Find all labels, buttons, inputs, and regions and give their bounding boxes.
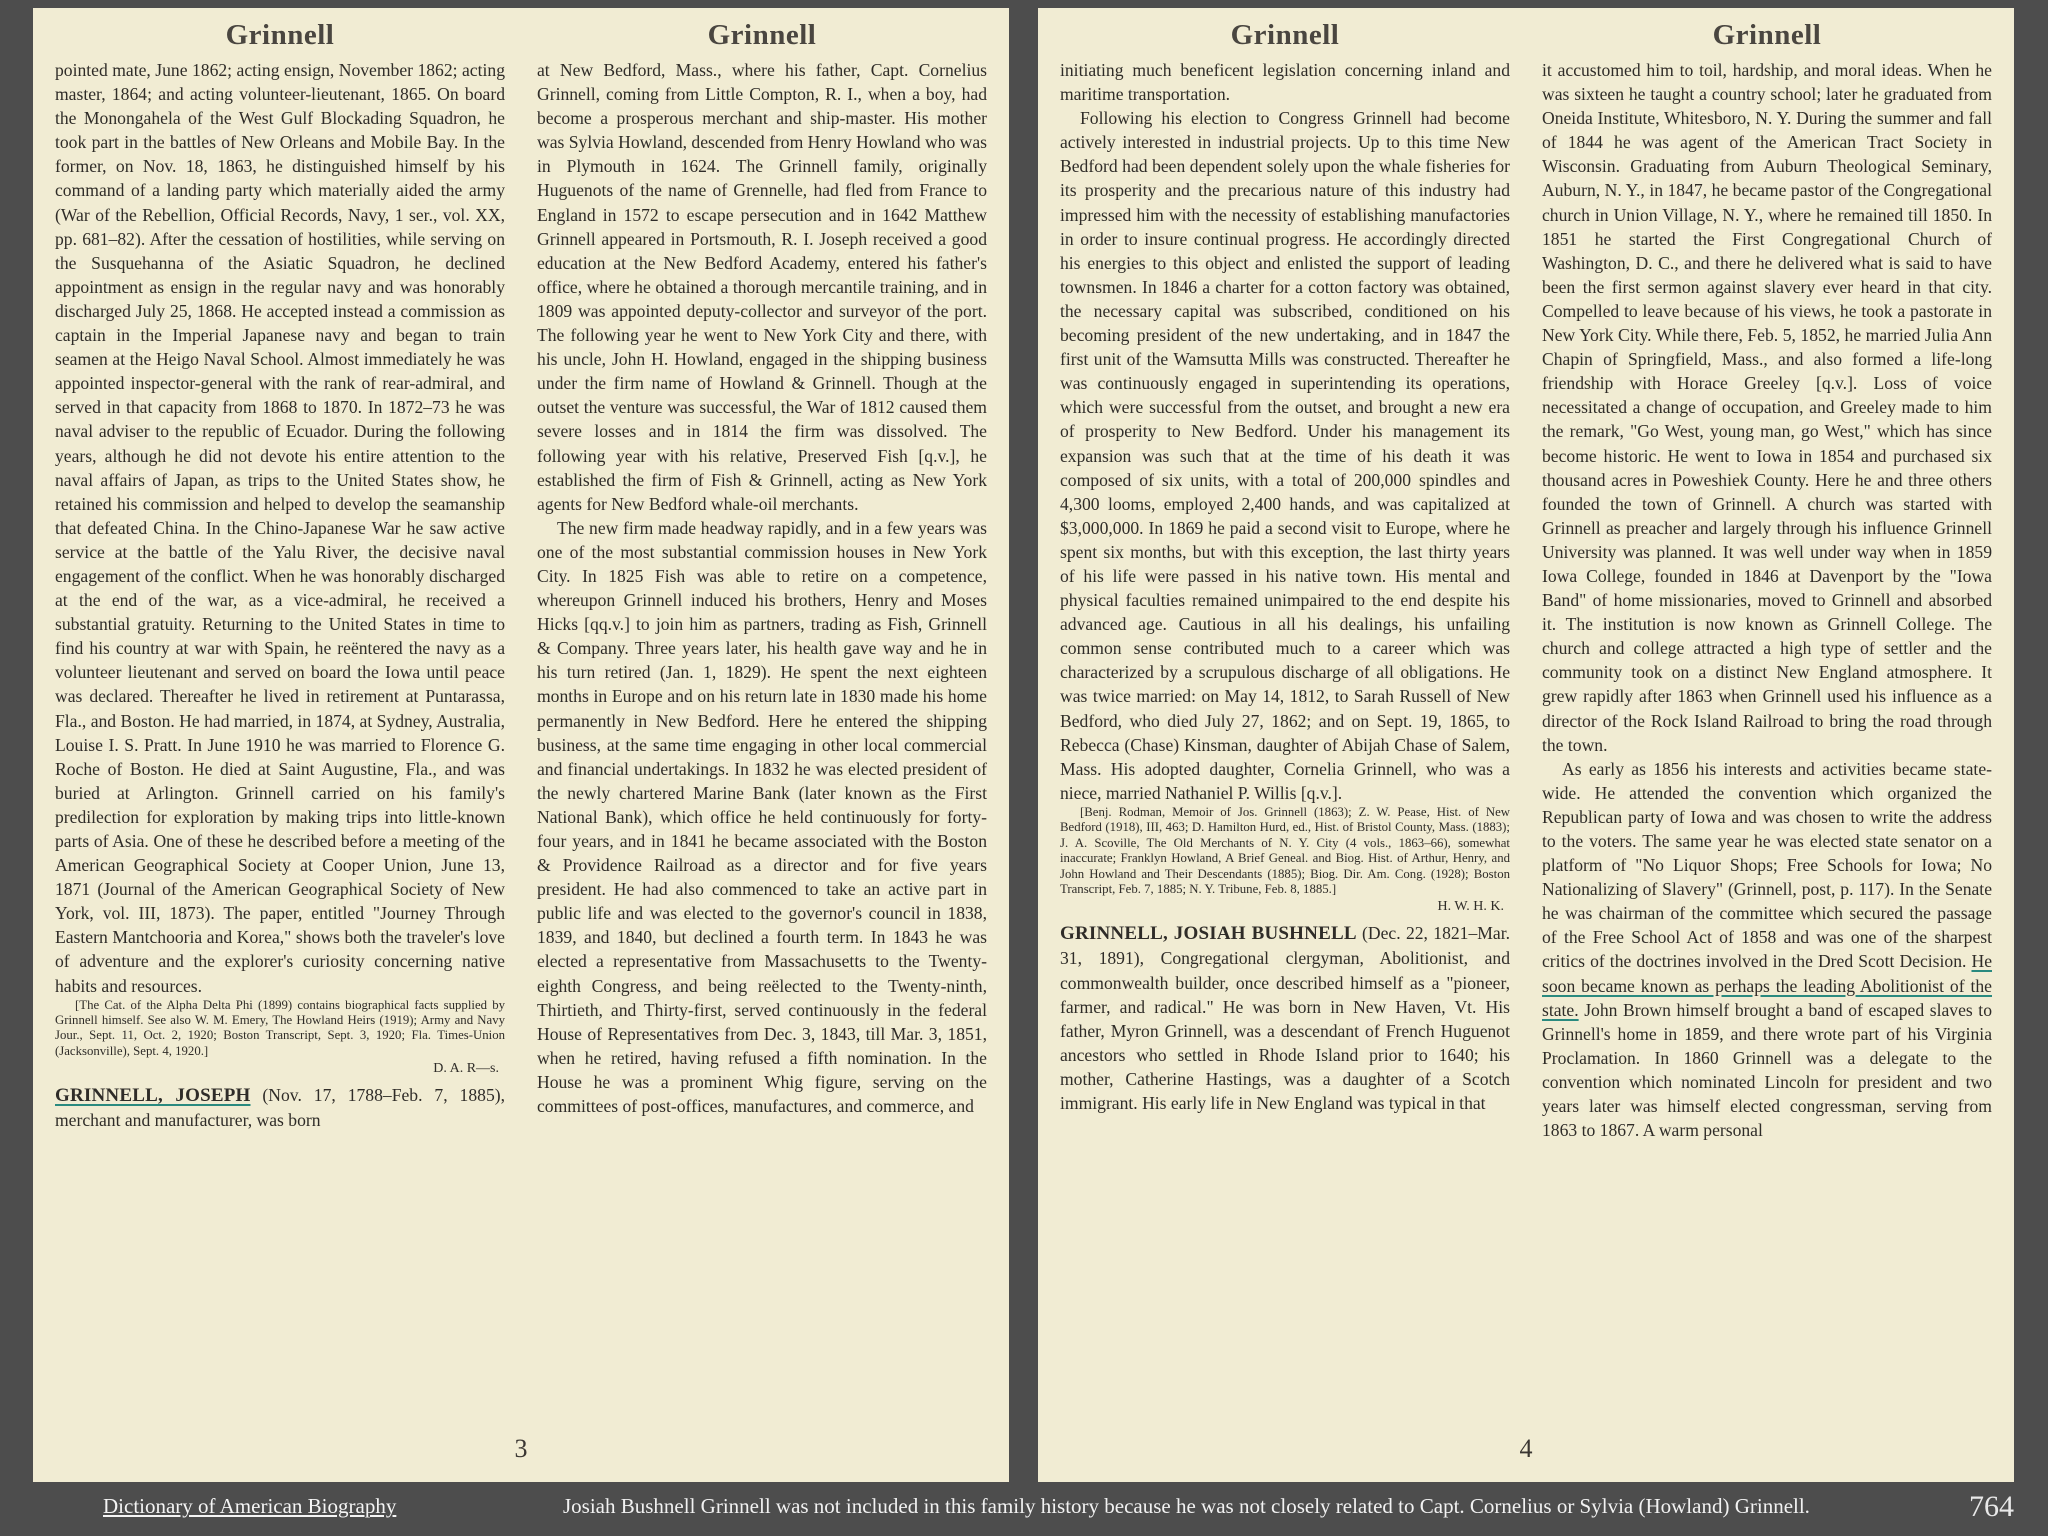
caption-note: Josiah Bushnell Grinnell was not included in this family history because he was not closely related to Capt. Cornelius or Sylvia (Howland) Grinnell. (563, 1494, 1810, 1518)
entry-name-josiah: GRINNELL, JOSIAH BUSHNELL (1060, 923, 1357, 945)
article-text: Following his election to Congress Grinnell had become actively interested in industrial projects. Up to this time New Bedford had been dependent solely upon the whale fisheries for its prosperity and the precarious nature of this industry had impressed him with the necessity of establishing manufactories in order to insure continual progress. He accordingly directed his energies to this object and enlisted the support of leading townsmen. In 1846 a charter for a cotton factory was obtained, the necessary capital was subscribed, conditioned on his becoming president of the new undertaking, and in 1847 the first unit of the Wamsutta Mills was constructed. Thereafter he was continuously engaged in superintending its operations, which were successful from the outset, and brought a new era of prosperity to New Bedford. Under his management its expansion was such that at the time of his death it was composed of six units, with a total of 200,000 spindles and 4,300 looms, employed 2,400 hands, and was capitalized at $3,000,000. In 1869 he paid a second visit to Europe, where he spent six months, but with this exception, the last thirty years of his life were passed in his native town. His mental and physical faculties remained unimpaired to the end despite his advanced age. Cautious in all his dealings, his unfailing common sense contributed much to a career which was characterized by a scrupulous discharge of all obligations. He was twice married: on May 14, 1812, to Sarah Russell of New Bedford, who died July 27, 1862; and on Sept. 19, 1865, to Rebecca (Chase) Kinsman, daughter of Abijah Chase of Salem, Mass. His adopted daughter, Cornelia Grinnell, who was a niece, married Nathaniel P. Willis [q.v.]. (1060, 108, 1510, 803)
entry-dates: (Nov. 17, 1788–Feb. 7, 1885), merchant and manufacturer, was born (55, 1085, 505, 1131)
left-page-column-a (55, 8, 505, 1132)
entry-dates: (Dec. 22, 1821–Mar. 31, 1891), Congregational clergyman, Abolitionist, and commonwealth builder, once described himself as a "pioneer, farmer, and radical." He was born in New Haven, Vt. His father, Myron Grinnell, was a descendant of French Huguenot ancestors who settled in Rhode Island prior to 1640; his mother, Catherine Hastings, was a daughter of a Scotch immigrant. His early life in New England was typical in that (1060, 923, 1510, 1113)
right-page-column-a (1060, 8, 1510, 1115)
article-text-segment: John Brown himself brought a band of escaped slaves to Grinnell's home in 1859, and there wrote part of his Virginia Proclamation. In 1860 Grinnell was a delegate to the convention which nominated Lincoln for president and two years later was himself elected congressman, serving from 1863 to 1867. A warm personal (1542, 999, 1992, 1141)
bibliography: [Benj. Rodman, Memoir of Jos. Grinnell (1863); Z. W. Pease, Hist. of New Bedford (1918), III, 463; D. Hamilton Hurd, ed., Hist. of Bristol County, Mass. (1883); J. A. Scoville, The Old Merchants of N. Y. City (4 vols., 1863–66), somewhat inaccurate; Franklyn Howland, A Brief Geneal. and Biog. Hist. of Arthur, Henry, and John Howland and Their Descendants (1885); Biog. Dir. Am. Cong. (1928); Boston Transcript, Feb. 7, 1885; N. Y. Tribune, Feb. 8, 1885.] (1060, 804, 1510, 896)
page-number: 4 (1519, 1434, 1533, 1463)
left-page-scan (33, 8, 1009, 1482)
article-text: initiating much beneficent legislation concerning inland and maritime transportation. (1060, 60, 1510, 105)
article-text: at New Bedford, Mass., where his father, Capt. Cornelius Grinnell, coming from Little Compton, R. I., when a boy, had become a prosperous merchant and ship-master. His mother was Sylvia Howland, descended from Henry Howland who was in Plymouth in 1624. The Grinnell family, originally Huguenots of the name of Grennelle, had fled from France to England in 1572 to escape persecution and in 1642 Matthew Grinnell appeared in Portsmouth, R. I. Joseph received a good education at the New Bedford Academy, entered his father's office, where he obtained a thorough mercantile training, and in 1809 was appointed deputy-collector and surveyor of the port. The following year he went to New York City and there, with his uncle, John H. Howland, engaged in the shipping business under the firm name of Howland & Grinnell. Though at the outset the venture was successful, the War of 1812 caused them severe losses and in 1814 the firm was dissolved. The following year with his relative, Preserved Fish [q.v.], he established the firm of Fish & Grinnell, acting as New York agents for New Bedford whale-oil merchants. (537, 60, 988, 514)
author-initials: D. A. R—s. (433, 1061, 499, 1077)
page-number: 3 (514, 1434, 528, 1463)
running-head: Grinnell (707, 19, 817, 51)
article-text: The new firm made headway rapidly, and in a few years was one of the most substantial commission houses in New York City. In 1825 Fish was able to retire on a competence, whereupon Grinnell induced his brothers, Henry and Moses Hicks [qq.v.] to join him as partners, trading as Fish, Grinnell & Company. Three years later, his health gave way and he in his turn retired (Jan. 1, 1829). He spent the next eighteen months in Europe and on his return late in 1830 made his home permanently in New Bedford. Here he entered the shipping business, at the same time engaging in other local commercial and financial undertakings. In 1832 he was elected president of the newly chartered Marine Bank (later known as the First National Bank), which office he held continuously for forty-four years, and in 1841 he became associated with the Boston & Providence Railroad as a director and for five years president. He had also commenced to take an active part in public life and was elected to the governor's council in 1838, 1839, and 1840, but declined a fourth term. In 1843 he was elected a representative from Massachusetts to the Twenty-eighth Congress, and being reëlected to the Twenty-ninth, Thirtieth, and Thirty-first, served continuously in the federal House of Representatives from Dec. 3, 1843, till Mar. 3, 1851, when he retired, having refused a fifth nomination. In the House he was a prominent Whig figure, serving on the committees of post-offices, manufactures, and commerce, and (537, 517, 987, 1117)
left-page-column-b (537, 8, 987, 1118)
running-head: Grinnell (1712, 19, 1822, 51)
article-text-segment: As early as 1856 his interests and activities became state-wide. He attended the convention which organized the Republican party of Iowa and was chosen to write the address to the voters. The same year he was elected state senator on a platform of "No Liquor Shops; Free Schools for Iowa; No Nationalizing of Slavery" (Grinnell, post, p. 117). In the Senate he was chairman of the committee which secured the passage of the Free School Act of 1858 and was one of the sharpest critics of the doctrines involved in the Dred Scott Decision. (1542, 758, 1992, 972)
highlighted-sentence: He soon became known as perhaps the leading Abolitionist of the state. (1542, 951, 1992, 1020)
source-link[interactable]: Dictionary of American Biography (103, 1494, 397, 1518)
right-page-column-b (1542, 8, 1992, 1142)
slide-number: 764 (1969, 1490, 2014, 1523)
running-head: Grinnell (1230, 19, 1340, 51)
running-head: Grinnell (225, 19, 335, 51)
entry-start (55, 1083, 505, 1132)
bibliography: [The Cat. of the Alpha Delta Phi (1899) contains biographical facts supplied by Grinnell himself. See also W. M. Emery, The Howland Heirs (1919); Army and Navy Jour., Sept. 11, Oct. 2, 1920; Boston Transcript, Sept. 3, 1920; Fla. Times-Union (Jacksonville), Sept. 4, 1920.] (55, 997, 505, 1058)
author-initials: H. W. H. K. (1437, 899, 1504, 915)
article-text (1542, 757, 1992, 1143)
article-text: it accustomed him to toil, hardship, and moral ideas. When he was sixteen he taught a country school; later he graduated from Oneida Institute, Whitesboro, N. Y. During the summer and fall of 1844 he was agent of the American Tract Society in Wisconsin. Graduating from Auburn Theological Seminary, Auburn, N. Y., in 1847, he became pastor of the Congregational church in Union Village, N. Y., where he remained till 1850. In 1851 he started the First Congregational Church of Washington, D. C., and there he delivered what is said to have been the first sermon against slavery ever heard in that city. Compelled to leave because of his views, he took a pastorate in New York City. While there, Feb. 5, 1852, he married Julia Ann Chapin of Springfield, Mass., and also formed a life-long friendship with Horace Greeley [q.v.]. Loss of voice necessitated a change of occupation, and Greeley made to him the remark, "Go West, young man, go West," which has since become historic. He went to Iowa in 1854 and purchased six thousand acres in Poweshiek County. Here he and three others founded the town of Grinnell. A church was started with Grinnell as preacher and largely through his influence Grinnell University was planned. It was well under way when in 1859 Iowa College, founded in 1846 at Davenport by the "Iowa Band" of home missionaries, moved to Grinnell and absorbed it. The institution is now known as Grinnell College. The church and college attracted a high type of settler and the community took on a distinct New England atmosphere. It grew rapidly after 1863 when Grinnell used his influence as a director of the Rock Island Railroad to bring the road through the town. (1542, 60, 1992, 755)
slide-caption (0, 1490, 2048, 1530)
article-text: pointed mate, June 1862; acting ensign, November 1862; acting master, 1864; and acting volunteer-lieutenant, 1865. On board the Monongahela of the West Gulf Blockading Squadron, he took part in the battles of New Orleans and Mobile Bay. In the former, on Nov. 18, 1863, he distinguished himself by his command of a landing party which materially aided the army (War of the Rebellion, Official Records, Navy, 1 ser., vol. XX, pp. 681–82). After the cessation of hostilities, while serving on the Susquehanna of the Asiatic Squadron, he declined appointment as ensign in the regular navy and was honorably discharged July 25, 1868. He accepted instead a commission as captain in the Imperial Japanese navy and began to train seamen at the Heigo Naval School. Almost immediately he was appointed inspector-general with the rank of rear-admiral, and served in that capacity from 1868 to 1870. In 1872–73 he was naval adviser to the republic of Ecuador. During the following years, although he did not devote his entire attention to the naval affairs of Japan, as trips to the United States show, he retained his commission and helped to develop the seamanship that defeated China. In the Chino-Japanese War he saw active service at the battle of the Yalu River, the decisive naval engagement of the conflict. When he was honorably discharged at the end of the war, as a vice-admiral, he received a substantial gratuity. Returning to the United States in time to find his country at war with Spain, he reëntered the navy as a volunteer lieutenant and served on board the Iowa until peace was declared. Thereafter he lived in retirement at Puntarassa, Fla., and Boston. He had married, in 1874, at Sydney, Australia, Louise I. S. Pratt. In June 1910 he was married to Florence G. Roche of Boston. He died at Saint Augustine, Fla., and was buried at Arlington. Grinnell carried on his family's predilection for exploration by making trips into little-known parts of Asia. One of these he described before a meeting of the American Geographical Society at Cooper Union, June 13, 1871 (Journal of the American Geographical Society of New York, vol. III, 1873). The paper, entitled "Journey Through Eastern Mantchooria and Korea," shows both the traveler's love of adventure and the explorer's curiosity concerning native habits and resources. (55, 60, 505, 996)
right-page-scan (1038, 8, 2014, 1482)
entry-start (1060, 921, 1510, 1115)
entry-name-joseph: GRINNELL, JOSEPH (55, 1085, 251, 1107)
